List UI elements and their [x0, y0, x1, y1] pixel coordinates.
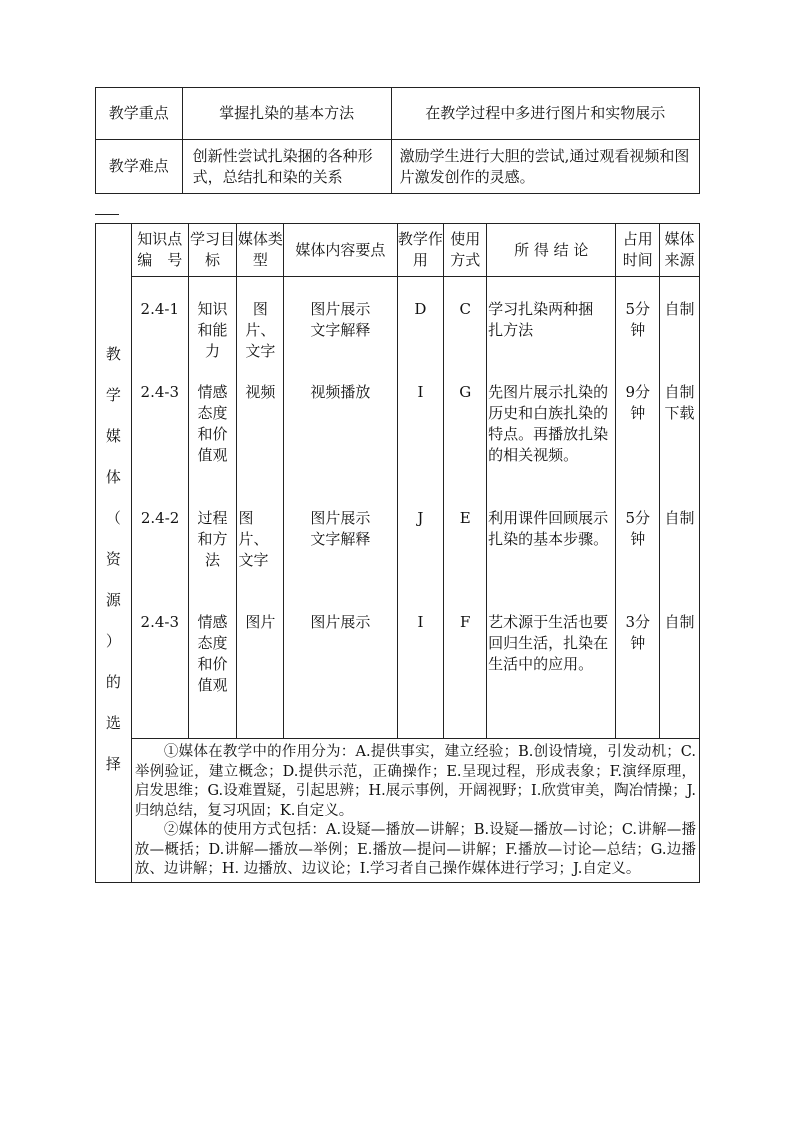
difficulty-row — [96, 140, 700, 194]
row3-id: 2.4-2 — [140, 509, 180, 527]
header-usage-mode: 使用方式 — [444, 224, 487, 277]
media-body-row — [96, 277, 700, 739]
header-source: 媒体来源 — [660, 224, 700, 277]
col-media-type — [237, 277, 284, 739]
col-teaching-role — [397, 277, 444, 739]
row4-conclusion: 艺术源于生活也要回归生活，扎染在生活中的应用。 — [488, 613, 609, 673]
header-media-content: 媒体内容要点 — [284, 224, 397, 277]
row3-time: 5分钟 — [625, 509, 650, 548]
col-media-content — [284, 277, 397, 739]
separator-dash — [95, 214, 119, 215]
key-point-label: 教学重点 — [96, 88, 183, 140]
row1-time: 5分钟 — [625, 300, 650, 339]
difficulty-method: 激励学生进行大胆的尝试,通过观看视频和图片激发创作的灵感。 — [391, 140, 699, 194]
notes-cell — [131, 739, 699, 883]
row4-time: 3分钟 — [625, 613, 650, 652]
header-knowledge-id: 知识点编 号 — [131, 224, 188, 277]
row4-goal: 情感态度和价值观 — [197, 613, 228, 694]
col-source — [660, 277, 700, 739]
row1-source: 自制 — [664, 300, 695, 318]
row3-goal: 过程和方法 — [197, 509, 228, 569]
row2-id: 2.4-3 — [140, 383, 179, 401]
row2-mode: G — [459, 383, 472, 401]
header-time: 占用时间 — [616, 224, 660, 277]
row1-id: 2.4-1 — [140, 300, 179, 318]
row2-source: 自制下载 — [664, 383, 695, 422]
col-conclusion — [487, 277, 616, 739]
row2-time: 9分钟 — [625, 383, 650, 422]
row3-source: 自制 — [664, 509, 695, 527]
row4-source: 自制 — [664, 613, 695, 631]
media-selection-table — [95, 223, 700, 883]
row4-mode: F — [460, 613, 471, 631]
col-learning-goal — [188, 277, 237, 739]
media-side-label — [96, 224, 132, 883]
row3-mode: E — [459, 509, 471, 527]
media-header-row — [96, 224, 700, 277]
row4-content: 图片展示 — [310, 613, 371, 631]
header-media-type: 媒体类型 — [237, 224, 284, 277]
key-points-table — [95, 87, 700, 194]
row2-role: I — [417, 383, 424, 401]
key-point-method: 在教学过程中多进行图片和实物展示 — [391, 88, 699, 140]
difficulty-content: 创新性尝试扎染捆的各种形式，总结扎和染的关系 — [182, 140, 391, 194]
key-point-row — [96, 88, 700, 140]
difficulty-label: 教学难点 — [96, 140, 183, 194]
row2-conclusion: 先图片展示扎染的历史和白族扎染的特点。再播放扎染的相关视频。 — [488, 383, 609, 464]
row4-id: 2.4-3 — [140, 613, 179, 631]
side-label-chars: 教 学 媒 体 （ 资 源 ） 的 选 择 — [105, 345, 121, 774]
row1-goal: 知识和能力 — [197, 300, 228, 360]
header-learning-goal: 学习目标 — [188, 224, 237, 277]
col-knowledge-id — [131, 277, 188, 739]
row1-content: 图片展示文字解释 — [310, 300, 371, 339]
row3-role: J — [417, 509, 424, 527]
notes-row — [96, 739, 700, 883]
row2-content: 视频播放 — [310, 383, 371, 401]
col-usage-mode — [444, 277, 487, 739]
row2-type: 视频 — [245, 383, 276, 401]
row2-goal: 情感态度和价值观 — [197, 383, 228, 464]
media-role-note: ①媒体在教学中的作用分为：A.提供事实，建立经验；B.创设情境，引发动机；C.举例验证，建立概念；D.提供示范，正确操作；E.呈现过程，形成表象；F.演绎原理，启发思维；G.设难置疑，引起思辨；H.展示事例，开阔视野；I.欣赏审美，陶冶情操；J.归纳总结，复习巩固；K.自定义。 — [134, 744, 696, 819]
row3-content: 图片展示文字解释 — [310, 509, 371, 548]
row1-conclusion: 学习扎染两种捆扎方法 — [488, 300, 594, 339]
row4-role: I — [417, 613, 424, 631]
header-conclusion: 所 得 结 论 — [487, 224, 616, 277]
row1-type: 图片、文字 — [245, 300, 276, 360]
col-time — [616, 277, 660, 739]
key-point-content: 掌握扎染的基本方法 — [182, 88, 391, 140]
media-usage-note: ②媒体的使用方式包括：A.设疑—播放—讲解；B.设疑—播放—讨论；C.讲解—播放—概括；D.讲解—播放—举例；E.播放—提问—讲解；F.播放—讨论—总结；G.边播放、边讲解；H. 边播放、边议论；I.学习者自己操作媒体进行学习；J.自定义。 — [134, 822, 696, 877]
row3-conclusion: 利用课件回顾展示扎染的基本步骤。 — [488, 509, 609, 548]
row3-type: 图片、文字 — [238, 509, 269, 569]
row1-role: D — [414, 300, 427, 318]
header-teaching-role: 教学作用 — [397, 224, 444, 277]
row4-type: 图片 — [245, 613, 276, 631]
row1-mode: C — [459, 300, 471, 318]
